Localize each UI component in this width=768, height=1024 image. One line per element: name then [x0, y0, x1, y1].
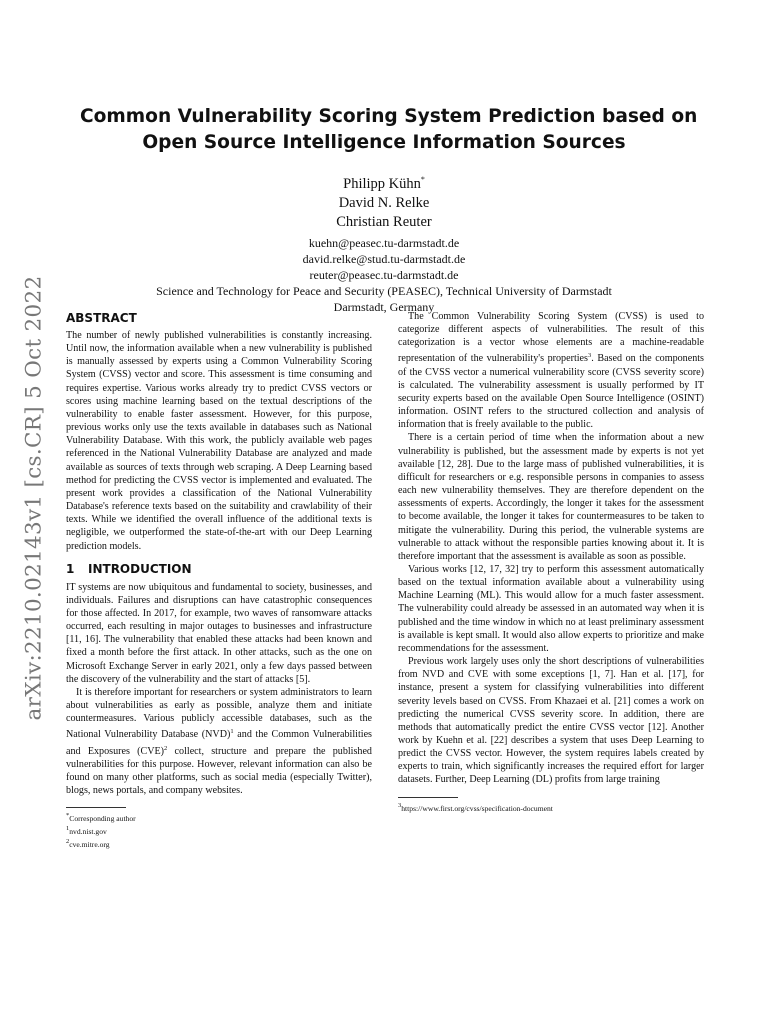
body-paragraph: There is a certain period of time when the information about a new vulnerability is published, but the assessment made by experts is not yet available [12, 28]. Due to the large mass of published vulnerabilities, it is difficult for researchers or e.g. responsible persons in companies to assess each new vulnerability themselves. They are therefore dependent on the assessments of experts. Accordingly, the longer it takes for the assessment to become available, the longer it takes for countermeasures to be taken to mitigate the vulnerability. During this period, the vulnerable systems are vulnerable to attack without the responsible parties knowing about it. It is therefore important that the assessment is available as soon as possible. — [398, 432, 704, 562]
body-paragraph — [398, 310, 704, 431]
footnote — [66, 837, 372, 850]
text-span: and the Common Vulnerabilities and Exposures (CVE) — [66, 729, 372, 757]
footnote-text: nvd.nist.gov — [69, 827, 107, 837]
footnote-mark: 3 — [398, 801, 402, 809]
section-number: 1 — [66, 561, 75, 576]
location: Darmstadt, Germany — [333, 300, 435, 314]
footnote-ref: 2 — [164, 744, 168, 752]
corresponding-mark: * — [420, 175, 425, 184]
arxiv-id: arXiv:2210.02143v1 [cs.CR] 5 Oct 2022 — [21, 275, 47, 721]
footnote-rule — [66, 807, 126, 808]
author-3: Christian Reuter — [336, 214, 432, 230]
body-paragraph: Previous work largely uses only the short descriptions of vulnerabilities from NVD and CVE with some exceptions [1, 7]. Han et al. [17], for instance, present a system for classifying vulnerabilities into different severity levels based on CVSS. From Khazaei et al. [21] comes a work on predicting the numerical CVSS severity score. In addition, there are methods that automatically predict the entire CVSS vector [12]. Another work by Kuehn et al. [22] describes a system that uses Deep Learning to predict the CVSS vector. However, the system requires labels created by experts to train, which significantly increases the required effort for larger datasets. Further, Deep Learning (DL) profits from large training — [398, 656, 704, 786]
abstract-heading: ABSTRACT — [66, 311, 137, 325]
affiliation: Science and Technology for Peace and Security (PEASEC), Technical University of Darmstadt — [156, 284, 612, 298]
footnote-mark: * — [66, 812, 70, 820]
title-line-1: Common Vulnerability Scoring System Prediction based on — [80, 106, 698, 127]
intro-paragraph-2 — [66, 686, 372, 797]
email-2: david.relke@stud.tu-darmstadt.de — [302, 252, 466, 266]
section-title: INTRODUCTION — [88, 561, 192, 576]
footnote-ref: 1 — [230, 728, 234, 736]
author-2: David N. Relke — [338, 195, 430, 211]
author-block — [80, 170, 688, 315]
author-name — [80, 170, 688, 194]
text-span: collect, structure and prepare the published vulnerabilities for this purpose. However, relevant information can also be found on many other platforms, such as social media (especially Twitter), blogs, news portals, and company websites. — [66, 745, 372, 796]
footnote-text: https://www.first.org/cvss/specification-document — [401, 803, 553, 813]
text-span: It is therefore important for researchers or system administrators to learn about vulnerabilities as early as possible, analyze them and initiate countermeasures. Various publicly accessible databases, such as the National Vulnerability Database (NVD) — [66, 686, 372, 741]
footnote — [398, 801, 704, 814]
left-column — [66, 310, 372, 850]
footnote-text: cve.mitre.org — [69, 840, 110, 850]
arxiv-watermark — [14, 275, 54, 721]
paper-title — [80, 104, 698, 156]
footnote-text: Corresponding author — [69, 814, 136, 824]
body-paragraph: Various works [12, 17, 32] try to perform this assessment automatically based on the textual information available about a vulnerability using Machine Learning (ML). This would allow for a much faster assessment. The vulnerability could already be assessed in an automated way when it is published and the time window in which no at least preliminary assessment is available is kept small. It would also allow experts to prioritize and make recommendations for the assessment. — [398, 563, 704, 654]
right-column — [398, 310, 704, 814]
title-line-2: Open Source Intelligence Information Sources — [142, 132, 626, 153]
footnote-rule — [398, 797, 458, 798]
footnote-mark: 2 — [66, 838, 70, 846]
author-1: Philipp Kühn — [343, 176, 421, 192]
footnote-mark: 1 — [66, 825, 70, 833]
email-3: reuter@peasec.tu-darmstadt.de — [309, 268, 459, 282]
footnote — [66, 824, 372, 837]
section-heading — [66, 561, 372, 577]
intro-paragraph-1: IT systems are now ubiquitous and fundamental to society, businesses, and individuals. Failures and disruptions can have catastrophic consequences for those affected. In 2017, for example, two waves of ransomware attacks occurred, each resulting in major outages to businesses and infrastructure [11, 16]. The vulnerability that enabled these attacks had been known and fixed a month before the first attack. In other attacks, such as the one on Microsoft Exchange Server in early 2021, only a few days passed between the discovery of the vulnerability and the start of attacks [5]. — [66, 581, 372, 685]
email-1: kuehn@peasec.tu-darmstadt.de — [308, 236, 460, 250]
text-span: . Based on the components of the CVSS vector a numerical vulnerability score (CVSS severity score) is calculated. The vulnerability assessment is usually performed by IT security experts based on the available Open Source Intelligence (OSINT) information. OSINT refers to the structured collection and analysis of information that is freely available to the public. — [398, 353, 704, 431]
footnote-ref: 3 — [587, 352, 592, 360]
footnote — [66, 811, 372, 824]
abstract-text: The number of newly published vulnerabilities is constantly increasing. Until now, the information available when a new vulnerability is published is manually assessed by experts using a Common Vulnerability Scoring System (CVSS) vector and score. This assessment is time consuming and requires expertise. Various works already try to predict CVSS vectors or scores using machine learning based on the textual descriptions of the vulnerability to enable faster assessment. However, for this purpose, previous works only use the texts available in databases such as National Vulnerability Database. With this work, the publicly available web pages referenced in the National Vulnerability Database are analyzed and made available as sources of texts through web scraping. A Deep Learning based method for predicting the CVSS vector is implemented and evaluated. The present work provides a classification of the National Vulnerability Database's reference texts based on the suitability and crawlability of their texts. While we identified the overall influence of the additional texts is negligible, we outperformed the state-of-the-art with our Deep Learning prediction models. — [66, 330, 372, 552]
text-span: The Common Vulnerability Scoring System (CVSS) is used to categorize different aspects of vulnerabilities. The result of this categorization is a vector whose elements are a machine-readable representation of the vulnerability's properties — [398, 311, 704, 365]
